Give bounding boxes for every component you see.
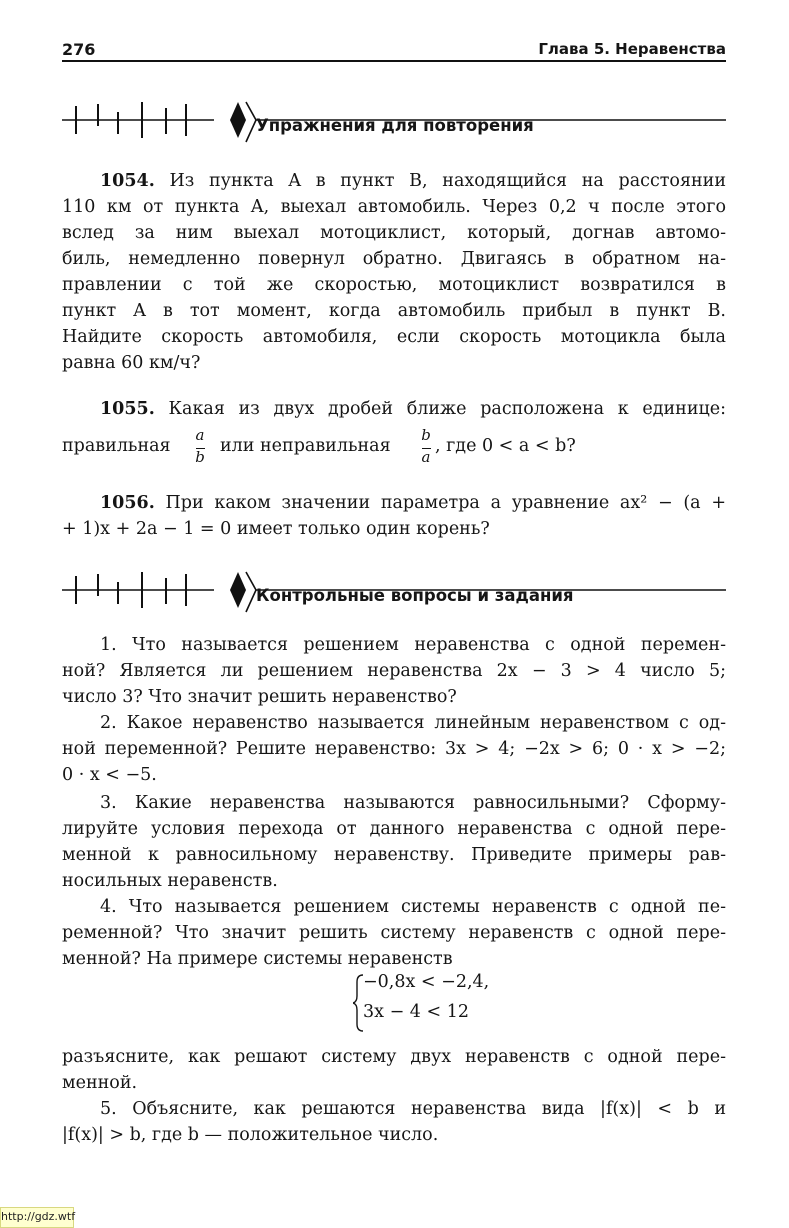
text-line: разъясните, как решают систему двух неравенств с одной пере- [62, 1047, 726, 1067]
text-span: , где 0 < a < b? [435, 436, 576, 456]
text-line: менной к равносильному неравенству. Приведите примеры рав- [62, 845, 726, 865]
text-line: менной. [62, 1073, 138, 1093]
text-line [62, 396, 726, 422]
exercise-1056 [62, 490, 726, 542]
text-line: ной? Является ли решением неравенства 2x − 3 > 4 число 5; [62, 661, 726, 681]
section-title: Контрольные вопросы и задания [256, 586, 574, 605]
question-4 [62, 894, 726, 972]
section-heading-exercises [62, 98, 726, 148]
text-line: число 3? Что значит решить неравенство? [62, 687, 457, 707]
question-2 [62, 710, 726, 788]
text-line: 110 км от пункта A, выехал автомобиль. Через 0,2 ч после этого [62, 197, 726, 217]
text-line: менной? На примере системы неравенств [62, 949, 453, 969]
system-row: −0,8x < −2,4, [363, 972, 490, 992]
text-line: носильных неравенств. [62, 871, 278, 891]
text-line: правлении с той же скоростью, мотоциклист возвратился в [62, 275, 726, 295]
exercise-1055 [62, 396, 726, 422]
text-span: или неправильная [220, 436, 391, 456]
text-line: 4. Что называется решением системы неравенств с одной пе- [100, 897, 726, 917]
running-head: Глава 5. Неравенства [538, 40, 726, 58]
text-line: 3. Какие неравенства называются равносильными? Сформу- [100, 793, 726, 813]
inequality-system [353, 972, 513, 1032]
text-line: биль, немедленно повернул обратно. Двигаясь в обратном на- [62, 249, 726, 269]
text-line: Найдите скорость автомобиля, если скорость мотоцикла была [62, 327, 726, 347]
fraction-numerator: a [195, 426, 205, 444]
text-line: 2. Какое неравенство называется линейным неравенством с од- [100, 713, 726, 733]
text-line: пункт A в тот момент, когда автомобиль прибыл в пункт B. [62, 301, 726, 321]
text-line: 1. Что называется решением неравенства с одной перемен- [100, 635, 726, 655]
text-line: равна 60 км/ч? [62, 353, 201, 373]
text-line: ременной? Что значит решить систему неравенств с одной пере- [62, 923, 726, 943]
text-line: |f(x)| > b, где b — положительное число. [62, 1125, 439, 1145]
watermark-link[interactable]: http://gdz.wtf [0, 1207, 74, 1228]
text-line: лируйте условия перехода от данного неравенства с одной пере- [62, 819, 726, 839]
question-3 [62, 790, 726, 894]
exercise-1054 [62, 168, 726, 376]
section-title: Упражнения для повторения [256, 116, 534, 135]
section-heading-questions [62, 568, 726, 618]
text-line: + 1)x + 2a − 1 = 0 имеет только один корень? [62, 519, 490, 539]
text-line [62, 490, 726, 516]
text-line: вслед за ним выехал мотоциклист, который, догнав автомо- [62, 223, 726, 243]
question-4-continued [62, 1044, 726, 1096]
question-5 [62, 1096, 726, 1148]
exercise-number: 1056. [100, 493, 155, 513]
text-span: Из пункта A в пункт B, находящийся на расстоянии [169, 171, 726, 191]
page-header [62, 38, 726, 62]
fraction-denominator: b [195, 448, 205, 466]
exercise-number: 1055. [100, 399, 155, 419]
text-span: правильная [62, 436, 171, 456]
text-span: При каком значении параметра a уравнение ax² − (a + [165, 493, 726, 513]
text-line [62, 168, 726, 194]
text-line: 0 · x < −5. [62, 765, 157, 785]
exercise-1055-fractions [62, 426, 726, 476]
page-number: 276 [62, 40, 96, 59]
text-line: ной переменной? Решите неравенство: 3x > 4; −2x > 6; 0 · x > −2; [62, 739, 726, 759]
question-1 [62, 632, 726, 710]
text-line: 5. Объясните, как решаются неравенства вида |f(x)| < b и [100, 1099, 726, 1119]
system-row: 3x − 4 < 12 [363, 1002, 469, 1022]
text-span: Какая из двух дробей ближе расположена к единице: [168, 399, 726, 419]
exercise-number: 1054. [100, 171, 155, 191]
fraction-denominator: a [421, 448, 431, 466]
fraction-numerator: b [421, 426, 431, 444]
